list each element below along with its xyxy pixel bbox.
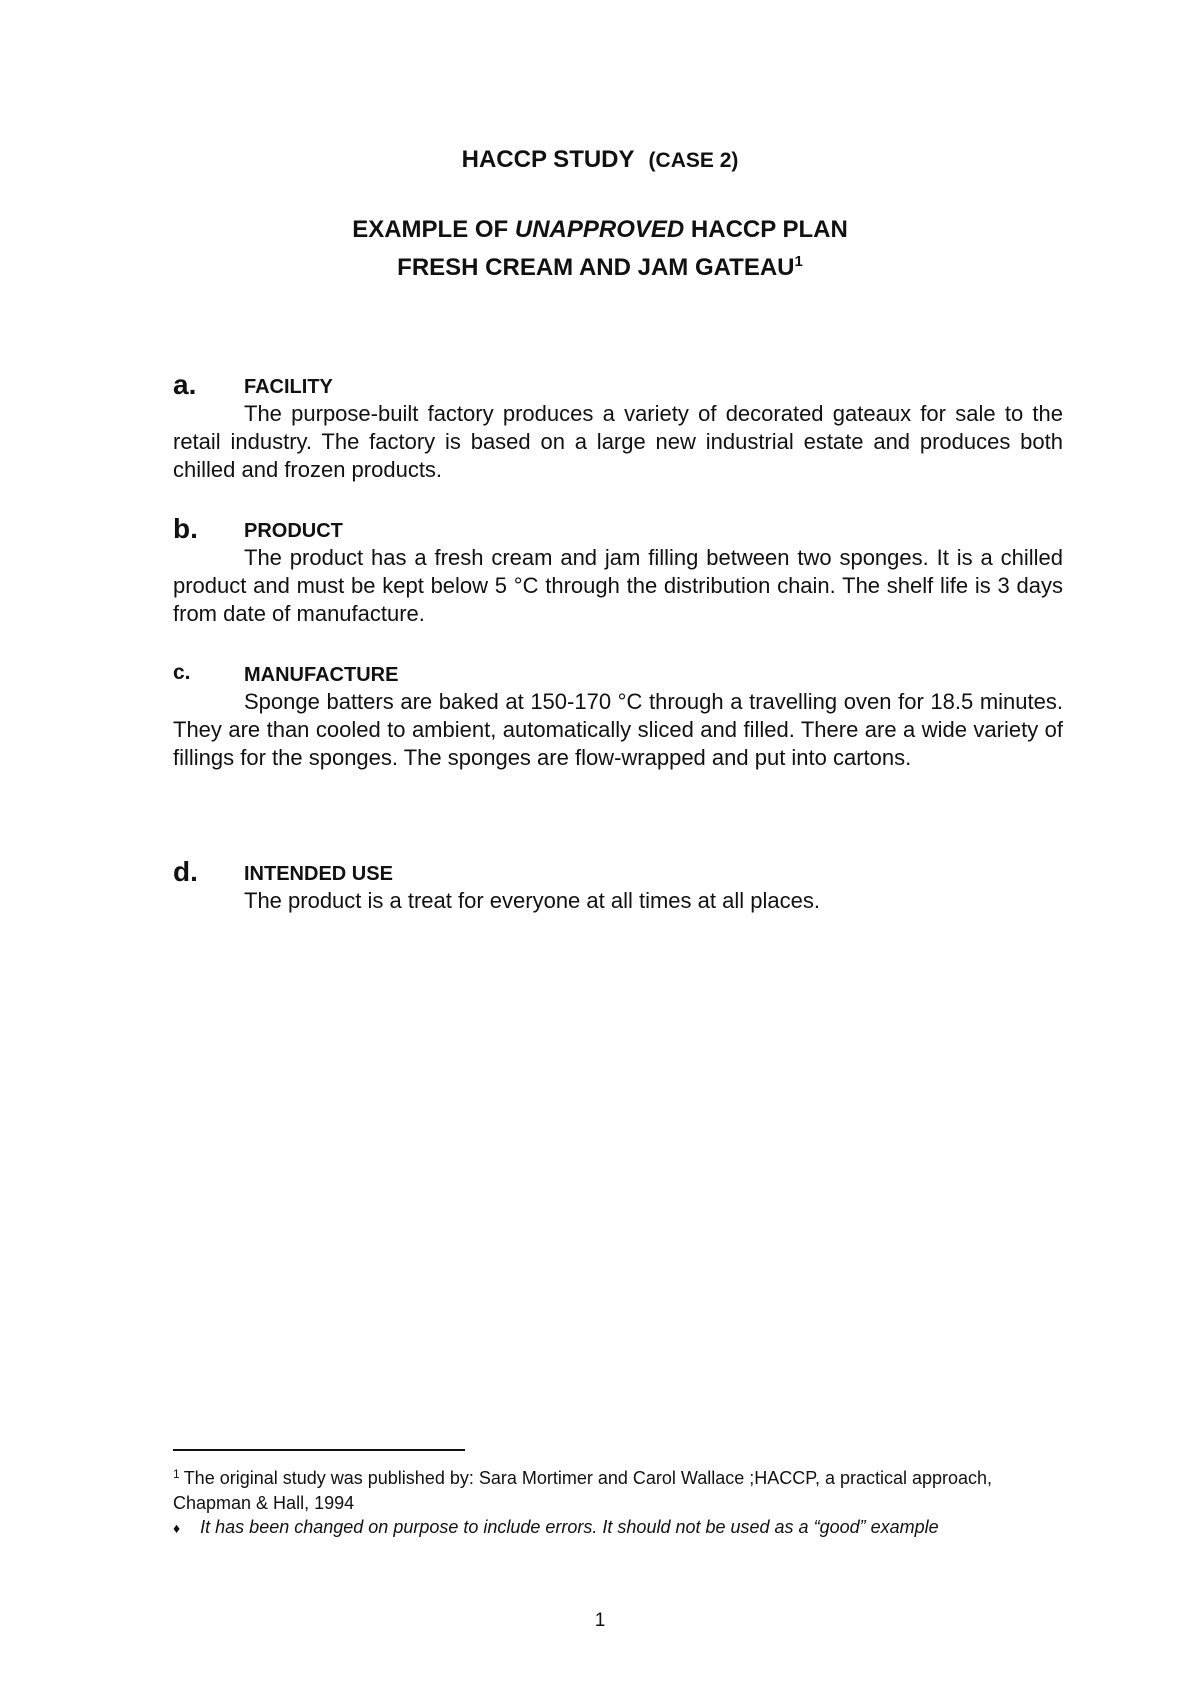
section-body: The purpose-built factory produces a variety of decorated gateaux for sale to the retail industry. The factory is based on a large new industrial estate and produces both chilled and frozen products. xyxy=(173,401,1063,482)
section-heading: MANUFACTURE xyxy=(244,664,399,686)
section-letter: d. xyxy=(173,856,198,887)
title-text: HACCP STUDY xyxy=(461,146,635,173)
section-letter: b. xyxy=(173,513,198,544)
footnote-divider xyxy=(173,1449,465,1451)
section-product xyxy=(173,514,1063,628)
footnote-marker: 1 xyxy=(173,1467,180,1481)
document-title xyxy=(0,146,1200,174)
section-heading: INTENDED USE xyxy=(244,863,393,885)
case-label: (CASE 2) xyxy=(648,149,739,172)
footnote-1 xyxy=(173,1462,1073,1516)
subtitle-line-1 xyxy=(0,216,1200,244)
footnote-2 xyxy=(173,1515,1073,1541)
subtitle-prefix: EXAMPLE OF xyxy=(352,216,509,243)
subtitle-emphasis: UNAPPROVED xyxy=(514,216,685,243)
product-name: FRESH CREAM AND JAM GATEAU xyxy=(397,254,795,281)
section-body: The product has a fresh cream and jam filling between two sponges. It is a chilled product and must be kept below 5 °C through the distribution chain. The shelf life is 3 days from date of manufacture. xyxy=(173,545,1063,626)
section-manufacture xyxy=(173,658,1063,772)
section-body: Sponge batters are baked at 150-170 °C through a travelling oven for 18.5 minutes. They are than cooled to ambient, automatically sliced and filled. There are a wide variety of fillings for the sponges. The sponges are flow-wrapped and put into cartons. xyxy=(173,689,1063,770)
section-letter: a. xyxy=(173,369,197,400)
footnote-text: The original study was published by: Sara Mortimer and Carol Wallace ;HACCP, a practical approach, Chapman & Hall, 1994 xyxy=(173,1468,993,1513)
page-number: 1 xyxy=(594,1610,606,1631)
footnote-text: It has been changed on purpose to include errors. It should not be used as a “good” example xyxy=(200,1517,939,1537)
footnote-ref: 1 xyxy=(794,253,803,270)
section-heading: FACILITY xyxy=(244,376,333,398)
diamond-bullet-icon: ♦ xyxy=(173,1520,181,1536)
section-facility xyxy=(173,370,1063,484)
section-letter: c. xyxy=(173,661,191,684)
subtitle-suffix: HACCP PLAN xyxy=(690,216,848,243)
section-heading: PRODUCT xyxy=(244,520,343,542)
section-intended-use xyxy=(173,857,1063,915)
section-body: The product is a treat for everyone at all times at all places. xyxy=(244,888,820,913)
subtitle-line-2 xyxy=(0,254,1200,282)
